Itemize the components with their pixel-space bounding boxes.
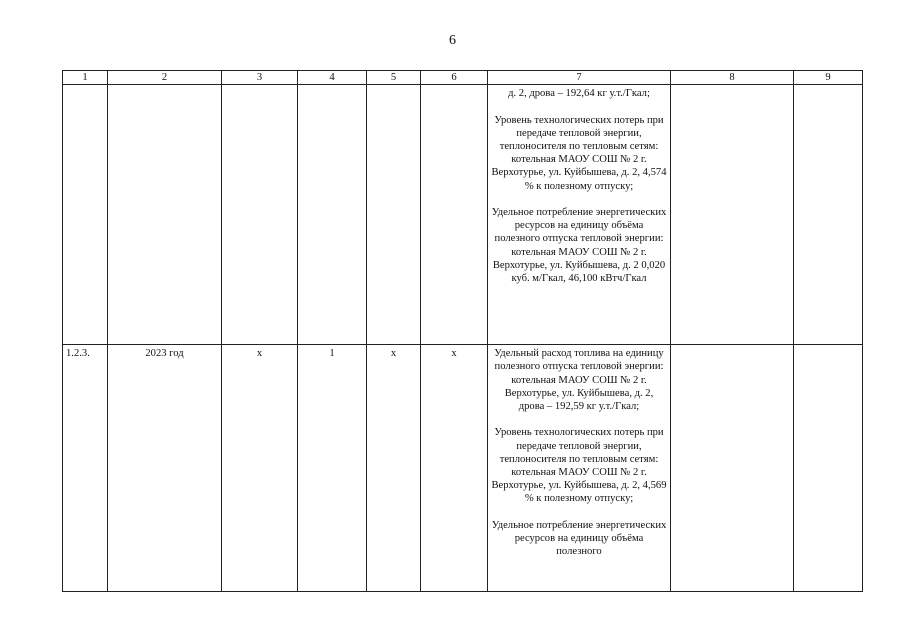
row-number-cell: [63, 85, 108, 345]
indicator-paragraph: Уровень технологических потерь при передаче тепловой энергии, теплоносителя по тепловым сетям: котельная МАОУ СОШ № 2 г. Верхотурье, ул. Куйбышева, д. 2, 4,574 % к полезному отпуску;: [491, 114, 667, 192]
header-cell-1: 1: [63, 71, 108, 85]
header-cell-6: 6: [421, 71, 488, 85]
indicator-paragraph: Уровень технологических потерь при передаче тепловой энергии, теплоносителя по тепловым сетям: котельная МАОУ СОШ № 2 г. Верхотурье, ул. Куйбышева, д. 2, 4,569 % к полезному отпуску;: [491, 427, 667, 505]
table-row: [63, 85, 863, 345]
col4-cell: [298, 85, 367, 345]
header-cell-8: 8: [671, 71, 794, 85]
row-number-cell: 1.2.3.: [63, 345, 108, 592]
indicator-text-cell: [488, 85, 671, 345]
period-cell: 2023 год: [108, 345, 222, 592]
header-row: [63, 71, 863, 85]
col6-cell: [421, 85, 488, 345]
table-row: [63, 345, 863, 592]
col6-cell: х: [421, 345, 488, 592]
header-cell-9: 9: [794, 71, 863, 85]
indicator-paragraph: Удельное потребление энергетических ресурсов на единицу объёма полезного: [491, 519, 667, 558]
col8-cell: [671, 85, 794, 345]
indicator-text-cell: [488, 345, 671, 592]
period-cell: [108, 85, 222, 345]
page-number: 6: [449, 33, 456, 48]
header-cell-4: 4: [298, 71, 367, 85]
col4-cell: 1: [298, 345, 367, 592]
col3-cell: х: [222, 345, 298, 592]
header-cell-3: 3: [222, 71, 298, 85]
col5-cell: [367, 85, 421, 345]
col9-cell: [794, 345, 863, 592]
indicator-paragraph: Удельное потребление энергетических ресурсов на единицу объёма полезного отпуска тепловой энергии: котельная МАОУ СОШ № 2 г. Верхотурье, ул. Куйбышева, д. 2 0,020 куб. м/Гкал, 46,100 кВтч/Гкал: [491, 207, 667, 285]
header-cell-5: 5: [367, 71, 421, 85]
header-cell-2: 2: [108, 71, 222, 85]
indicator-paragraph: д. 2, дрова – 192,64 кг у.т./Гкал;: [508, 88, 650, 100]
col8-cell: [671, 345, 794, 592]
header-cell-7: 7: [488, 71, 671, 85]
col9-cell: [794, 85, 863, 345]
indicator-paragraph: Удельный расход топлива на единицу полезного отпуска тепловой энергии: котельная МАОУ СОШ № 2 г. Верхотурье, ул. Куйбышева, д. 2, дрова – 192,59 кг у.т./Гкал;: [494, 348, 664, 413]
col3-cell: [222, 85, 298, 345]
col5-cell: х: [367, 345, 421, 592]
data-table: [62, 70, 863, 592]
